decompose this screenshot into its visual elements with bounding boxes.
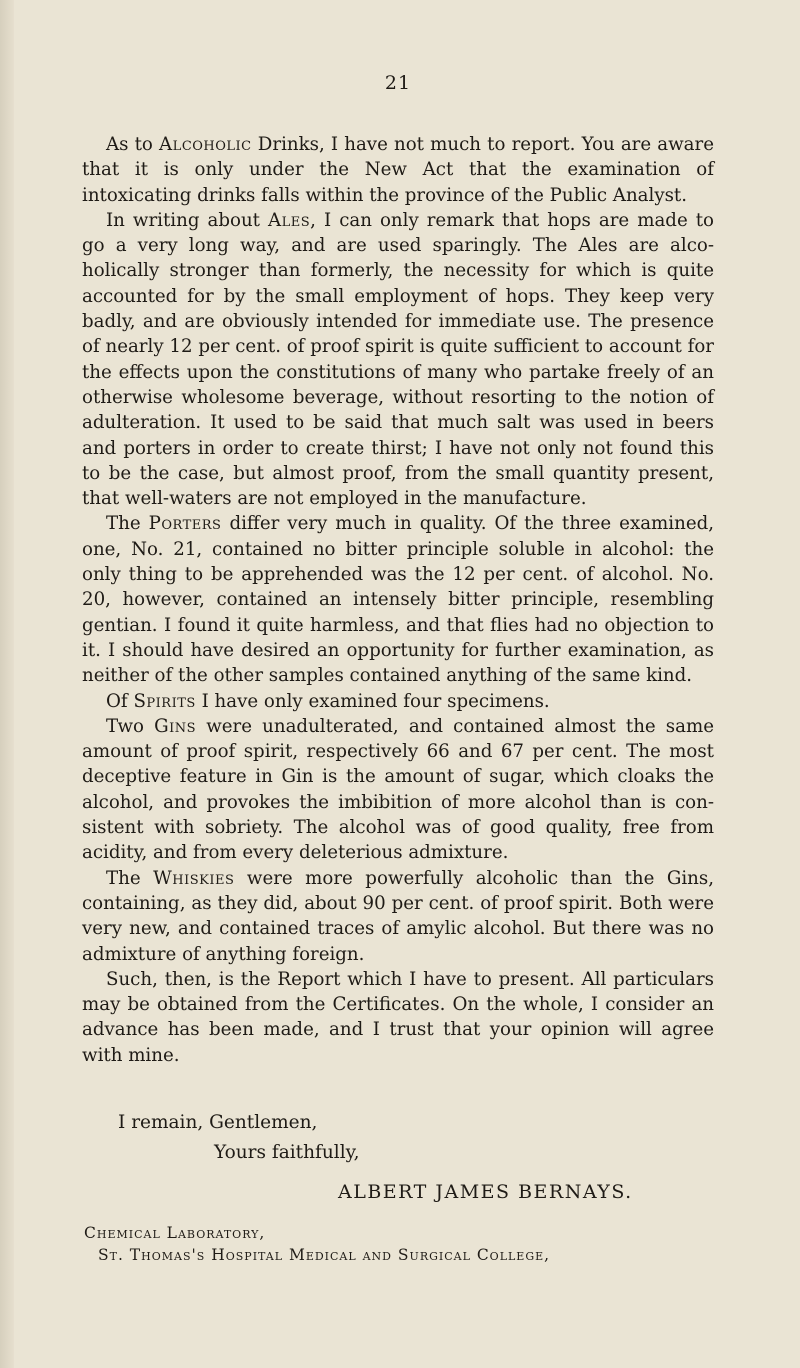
salutation: I remain, Gentlemen, xyxy=(118,1111,318,1133)
paragraph-spirits: Of Spirits I have only examined four specimens. xyxy=(106,690,550,712)
section-term-alcoholic: Alcoholic xyxy=(159,134,252,155)
valediction: Yours faithfully, xyxy=(214,1141,360,1163)
section-term-spirits: Spirits xyxy=(133,690,196,712)
paragraph-gins: Two Gins were unadulterated, and contained almost the same amount of proof spirit, respectively 66 and 67 per cent. The most deceptive feature in Gin is the amount of sugar, which cloaks the alcohol, and provokes the imbibition of more alcohol than is consistent with sobriety. The alcohol was of good quality, free from acidity, and from every deleterious admixture. xyxy=(82,715,714,864)
paragraph-alcoholic-drinks: As to Alcoholic Drinks, I have not much to report. You are aware that it is only under the New Act that the examination of intoxicating drinks falls within the province of the Public Analyst. xyxy=(82,134,714,206)
page-binding-edge xyxy=(0,0,14,1368)
section-term-whiskies: Whiskies xyxy=(153,867,235,889)
paragraph-ales: In writing about Ales, I can only remark that hops are made to go a very long way, and are used sparingly. The Ales are alcoholically stronger than formerly, the necessity for which is quite accounted for by the small employment of hops. They keep very badly, and are obviously intended for immediate use. The presence of nearly 12 per cent. of proof spirit is quite sufficient to account for the effects upon the constitutions of many who partake freely of an otherwise wholesome beverage, without resorting to the notion of adulteration. It used to be said that much salt was used in beers and porters in order to create thirst; I have not only not found this to be the case, but almost proof, from the small quantity present, that well-waters are not employed in the manufacture. xyxy=(82,209,714,510)
section-term-ales: Ales xyxy=(268,209,311,231)
signature-name: ALBERT JAMES BERNAYS. xyxy=(338,1180,633,1203)
document-page xyxy=(82,72,714,1312)
paragraph-whiskies: The Whiskies were more powerfully alcoholic than the Gins, containing, as they did, about 90 per cent. of proof spirit. Both were very new, and contained traces of amylic alcohol. But there was no admixture of anything foreign. xyxy=(82,867,715,965)
page-number: 21 xyxy=(384,72,412,94)
address-line-laboratory: Chemical Laboratory, xyxy=(84,1223,266,1242)
address-line-college: St. Thomas's Hospital Medical and Surgical College, xyxy=(98,1245,551,1264)
section-term-gins: Gins xyxy=(154,715,197,737)
letter-closing xyxy=(82,1112,714,1312)
section-term-porters: Porters xyxy=(148,513,222,535)
paragraph-porters: The Porters differ very much in quality. Of the three examined, one, No. 21, contained no bitter principle soluble in alcohol: the only thing to be apprehended was the 12 per cent. of alcohol. No. 20, however, contained an intensely bitter principle, resembling gentian. I found it quite harmless, and that flies had no objection to it. I should have desired an opportunity for further examination, as neither of the other samples contained anything of the same kind. xyxy=(82,513,715,687)
paragraph-conclusion: Such, then, is the Report which I have to present. All particulars may be obtained from the Certificates. On the whole, I consider an advance has been made, and I trust that your opinion will agree with mine. xyxy=(82,968,714,1066)
report-body xyxy=(82,132,714,1068)
